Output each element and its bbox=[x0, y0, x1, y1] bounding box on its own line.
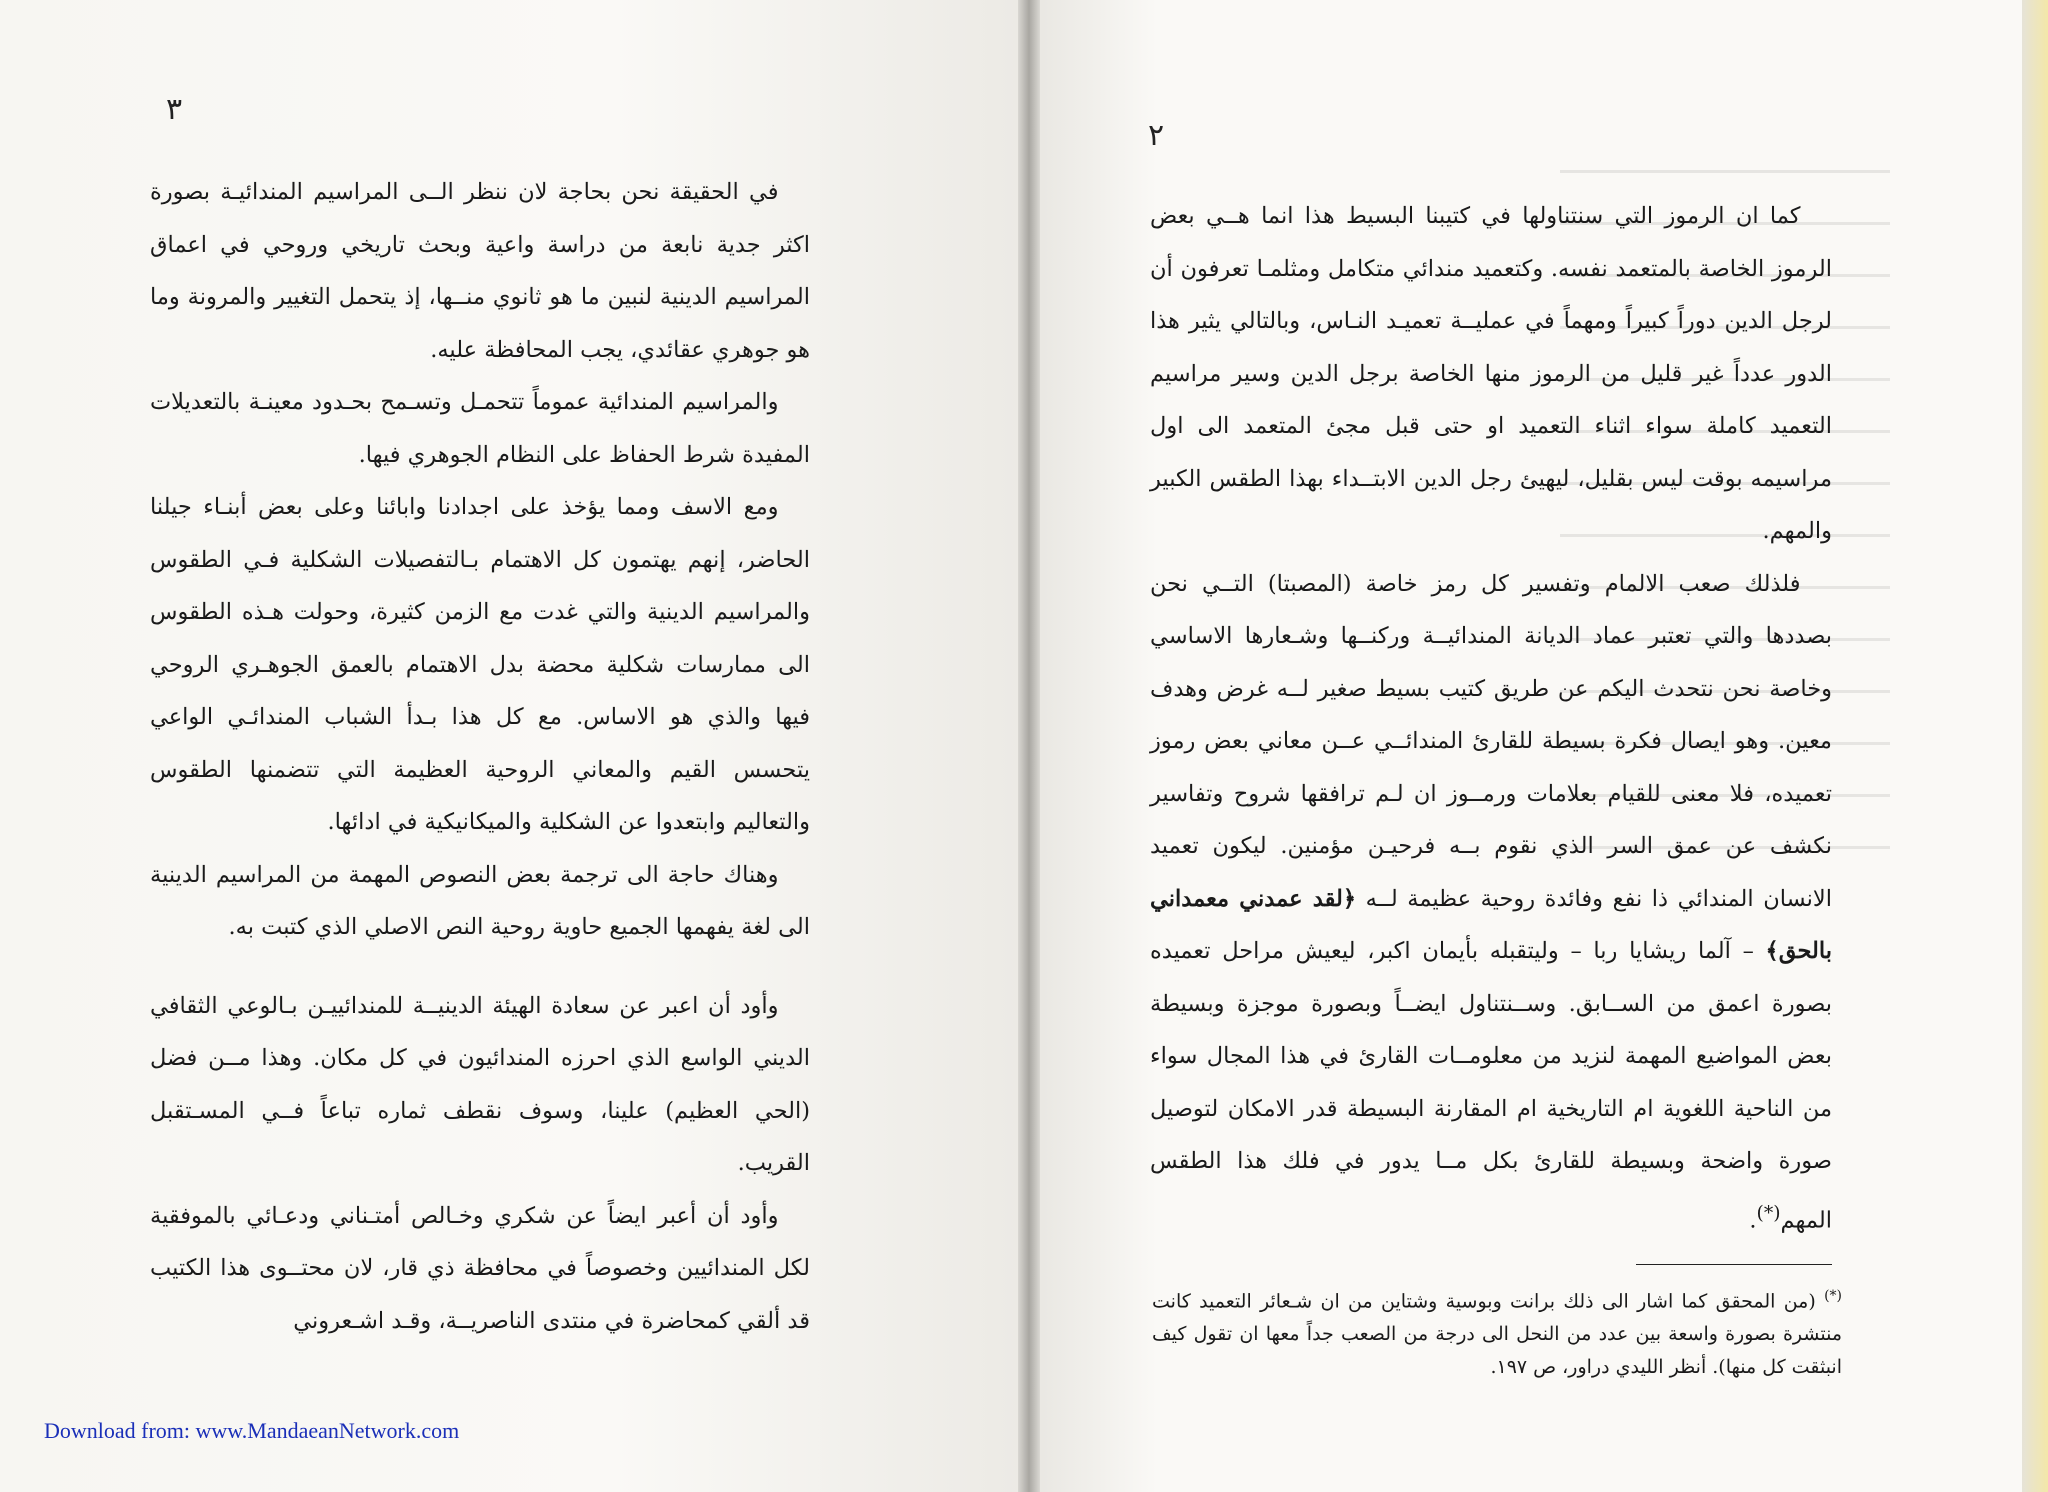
paragraph: والمراسيم المندائية عموماً تتحمـل وتسـمح بحـدود معينـة بالتعديلات المفيدة شرط الحفاظ على النظام الجوهري فيها. bbox=[150, 389, 810, 468]
right-page-body bbox=[1150, 190, 1832, 1247]
bold-quote: ﴿لقد عمدني معمداني بالحق﴾ bbox=[1150, 885, 1832, 964]
paragraph-text: – آلما ريشايا ربا – وليتقبله بأيمان اكبر، ليعيش مراحل تعميده بصورة اعمق من الســابق. وســنتناول ايضــاً وبصورة موجزة وبسيطة بعض المواضيع المهمة لنزيد من معلومــات القارئ في هذا المجال سواء من الناحية اللغوية ام التاريخية ام المقارنة البسيطة قدر الامكان لتوصيل صورة واضحة وبسيطة للقارئ بكل مــا يدور في فلك هذا الطقس المهم bbox=[1150, 938, 1832, 1233]
paragraph: فلذلك صعب الالمام وتفسير كل رمز خاصة (المصبتا) التــي نحن بصددها والتي تعتبر عماد الديانة المندائيــة وركنــها وشـعارها الاساسي وخاصة نحن نتحدث اليكم عن طريق كتيب بسيط صغير لــه غرض وهدف معين. وهو ايصال فكرة بسيطة للقارئ المندائــي عــن معاني بعض رموز تعميده، فلا معنى للقيام بعلامات ورمــوز ان لـم ترافقها شروح وتفاسير نكشف عن عمق السر الذي نقوم بــه فرحيـن مؤمنين. ليكون تعميد الانسان المندائي ذا نفع وفائدة روحية عظيمة لــه ﴿لقد عمدني معمداني بالحق﴾ – آلما ريشايا ربا – وليتقبله بأيمان اكبر، ليعيش مراحل تعميده بصورة اعمق من الســابق. وســنتناول ايضــاً وبصورة موجزة وبسيطة بعض المواضيع المهمة لنزيد من معلومــات القارئ في هذا المجال سواء من الناحية اللغوية ام التاريخية ام المقارنة البسيطة قدر الامكان لتوصيل صورة واضحة وبسيطة للقارئ بكل مــا يدور في فلك هذا الطقس المهم(*). bbox=[1150, 570, 1833, 1233]
download-link[interactable]: Download from: www.MandaeanNetwork.com bbox=[44, 1418, 460, 1443]
page-edge-strip bbox=[2022, 0, 2048, 1492]
paragraph: ومع الاسف ومما يؤخذ على اجدادنا وابائنا وعلى بعض أبنـاء جيلنا الحاضر، إنهم يهتمون كل الاهتمام بـالتفصيلات الشكلية فـي الطقوس والمراسيم الدينية والتي غدت مع الزمن كثيرة، وحولت هـذه الطقوس الى ممارسات شكلية محضة بدل الاهتمام بالعمق الجوهـري الروحي فيها والذي هو الاساس. مع كل هذا بـدأ الشباب المندائـي الواعي يتحسس القيم والمعاني الروحية العظيمة التي تتضمنها الطقوس والتعاليم وابتعدوا عن الشكلية والميكانيكية في ادائها. bbox=[150, 494, 810, 835]
footnote-text: (من المحقق كما اشار الى ذلك برانت وبوسية وشتاين من ان شـعائر التعميد كانت منتشرة بصورة واسعة بين عدد من النحل الى درجة من الصعب جداً معها ان تقول كيف انبثقت كل منها). أنظر الليدي دراور، ص ١٩٧. bbox=[1152, 1290, 1842, 1379]
paragraph: وأود أن أعبر ايضاً عن شكري وخـالص أمتـناني ودعـائي بالموفقية لكل المندائيين وخصوصاً في محافظة ذي قار، لان محتــوى هذا الكتيب قد ألقي كمحاضرة في منتدى الناصريــة، وقـد اشـعروني bbox=[150, 1202, 810, 1334]
footnote-marker: (*) bbox=[1824, 1288, 1842, 1304]
paragraph: وأود أن اعبر عن سعادة الهيئة الدينيــة للمندائييـن بـالوعي الثقافي الديني الواسع الذي احرزه المندائيون في كل مكان. وهذا مــن فضل (الحي العظيم) علينا، وسوف نقطف ثماره تباعاً فــي المسـتقبل القريب. bbox=[150, 992, 810, 1176]
footnote bbox=[1152, 1280, 1842, 1384]
paragraph-text: فلذلك صعب الالمام وتفسير كل رمز خاصة (المصبتا) التــي نحن بصددها والتي تعتبر عماد الديانة المندائيــة وركنــها وشـعارها الاساسي وخاصة نحن نتحدث اليكم عن طريق كتيب بسيط صغير لــه غرض وهدف معين. وهو ايصال فكرة بسيطة للقارئ المندائــي عــن معاني بعض رموز تعميده، فلا معنى للقيام بعلامات ورمــوز ان لـم ترافقها شروح وتفاسير نكشف عن عمق السر الذي نقوم بــه فرحيـن مؤمنين. ليكون تعميد الانسان المندائي ذا نفع وفائدة روحية عظيمة لــه bbox=[1150, 570, 1833, 912]
paragraph: كما ان الرموز التي سنتناولها في كتيبنا البسيط هذا انما هــي بعض الرموز الخاصة بالمتعمد نفسه. وكتعميد مندائي متكامل ومثلمـا تعرفون أن لرجل الدين دوراً كبيراً ومهماً في عمليــة تعميـد النـاس، وبالتالي يثير هذا الدور عدداً غير قليل من الرموز منها الخاصة برجل الدين وسير مراسيم التعميد كاملة سواء اثناء التعميد او حتى قبل مجئ المتعمد الى اول مراسيمه بوقت ليس بقليل، ليهيئ رجل الدين الابتــداء بهذا الطقس الكبير والمهم. bbox=[1150, 203, 1832, 544]
left-page-body bbox=[150, 166, 810, 1347]
footnote-divider bbox=[1636, 1264, 1832, 1265]
footnote-reference: (*) bbox=[1756, 1202, 1781, 1224]
paragraph: وهناك حاجة الى ترجمة بعض النصوص المهمة من المراسيم الدينية الى لغة يفهمها الجميع حاوية روحية النص الاصلي الذي كتبت به. bbox=[150, 861, 810, 940]
book-gutter bbox=[1018, 0, 1040, 1492]
paragraph: في الحقيقة نحن بحاجة لان ننظر الــى المراسيم المندائيـة بصورة اكثر جدية نابعة من دراسة واعية وبحث تاريخي وروحي في اعماق المراسيم الدينية لنبين ما هو ثانوي منــها، إذ يتحمل التغيير والمرونة وما هو جوهري عقائدي، يجب المحافظة عليه. bbox=[150, 179, 810, 363]
page-number-right: ٢ bbox=[1148, 118, 1165, 153]
page-number-left: ٣ bbox=[166, 92, 183, 127]
